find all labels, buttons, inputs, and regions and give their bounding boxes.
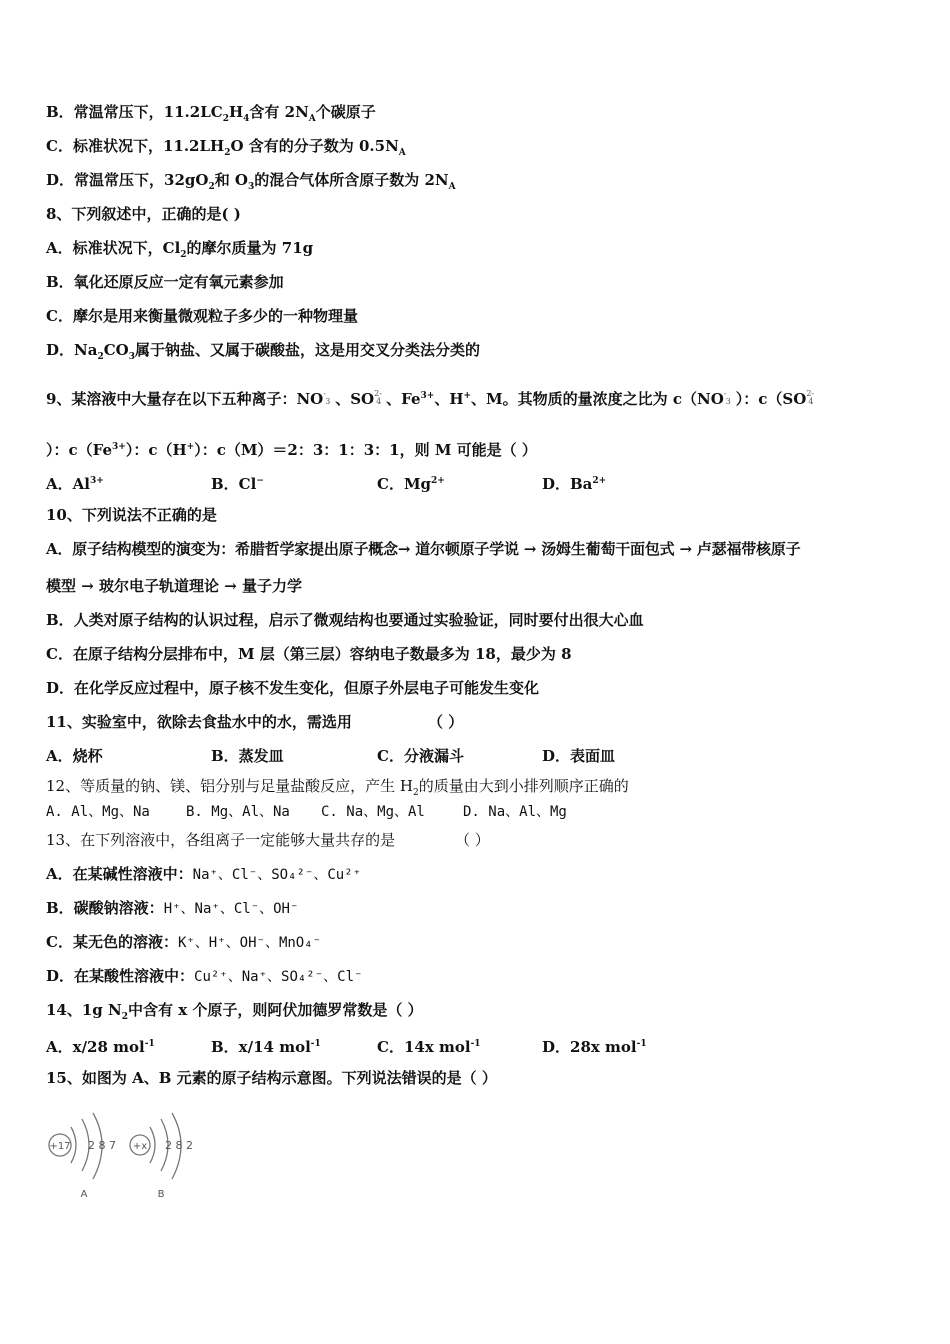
atom-b-nucleus: +x (132, 1141, 148, 1152)
atom-a-shells: 2 8 7 (88, 1139, 116, 1152)
q7-option-d: D．常温常压下，$32gO_2$和 $O_3$的混合气体所含原子数为 $2N_A$ (46, 171, 456, 192)
q13-option-d: D．在某酸性溶液中：Cu²⁺、Na⁺、SO₄²⁻、Cl⁻ (46, 967, 363, 985)
q9-option-d: D．$Ba^{2+}$ (542, 475, 607, 493)
q11-answer-paren: （ ） (428, 713, 464, 731)
q11-option-c: C．分液漏斗 (377, 747, 464, 765)
q12-option-d: D. Na、Al、Mg (463, 804, 567, 820)
q14-option-c: C．14x mol$^{-1}$ (377, 1038, 481, 1056)
q8-option-c: C．摩尔是用来衡量微观粒子多少的一种物理量 (46, 307, 358, 325)
q8-option-a: A．标准状况下，$Cl_2$的摩尔质量为 71g (46, 239, 314, 260)
q13-option-b: B．碳酸钠溶液：H⁺、Na⁺、Cl⁻、OH⁻ (46, 899, 299, 917)
q14-stem: 14、1g $N_2$中含有 x 个原子，则阿伏加德罗常数是（ ） (46, 1001, 423, 1022)
q7-option-c: C．标准状况下，$11.2LH_2O$ 含有的分子数为 $0.5N_A$ (46, 137, 406, 158)
q9-option-c: C．$Mg^{2+}$ (377, 475, 445, 493)
q12-option-b: B. Mg、Al、Na (186, 804, 290, 820)
q10-stem: 10、下列说法不正确的是 (46, 506, 217, 524)
q10-option-c: C．在原子结构分层排布中，M 层（第三层）容纳电子数最多为 18，最少为 8 (46, 645, 572, 663)
atom-a-nucleus: +17 (49, 1141, 71, 1152)
q13-stem: 13、在下列溶液中，各组离子一定能够大量共存的是 (46, 831, 396, 849)
q8-stem: 8、下列叙述中，正确的是( ) (46, 205, 241, 223)
atom-b-shells: 2 8 2 (165, 1139, 193, 1152)
q10-option-a-line1: A．原子结构模型的演变为：希腊哲学家提出原子概念→ 道尔顿原子学说 → 汤姆生葡萄干面包式 → 卢瑟福带核原子 (46, 540, 801, 558)
q12-option-c: C. Na、Mg、Al (321, 804, 425, 820)
q10-option-d: D．在化学反应过程中，原子核不发生变化，但原子外层电子可能发生变化 (46, 679, 540, 697)
q14-option-a: A．x/28 mol$^{-1}$ (46, 1038, 155, 1056)
q13-option-a: A．在某碱性溶液中：Na⁺、Cl⁻、SO₄²⁻、Cu²⁺ (46, 865, 362, 883)
atom-a-label: A (80, 1189, 88, 1200)
q12-stem: 12、等质量的钠、镁、铝分别与足量盐酸反应，产生 $H_2$的质量由大到小排列顺序正确的 (46, 777, 629, 798)
atom-b-label: B (157, 1189, 165, 1200)
q13-answer-paren: （ ） (455, 831, 490, 849)
q10-option-b: B．人类对原子结构的认识过程，启示了微观结构也要通过实验验证，同时要付出很大心血 (46, 611, 644, 629)
q11-option-b: B．蒸发皿 (211, 747, 284, 765)
q9-option-a: A．$Al^{3+}$ (46, 475, 104, 493)
q14-option-d: D．28x mol$^{-1}$ (542, 1038, 647, 1056)
q11-option-a: A．烧杯 (46, 747, 103, 765)
q15-stem: 15、如图为 A、B 元素的原子结构示意图。下列说法错误的是（ ） (46, 1069, 497, 1087)
q9-stem-line1: 9、某溶液中大量存在以下五种离子：NO - 3 、SO 2- 4 、$Fe^{3+}$、H+、M。其物质的量浓度之比为 c（NO - 3 ）：c（SO 2- 4 (46, 389, 815, 408)
q14-option-b: B．x/14 mol$^{-1}$ (211, 1038, 321, 1056)
q9-stem-line2: ）：$c(Fe^{3+})$：c（H+）：c（M）＝2：3：1：3：1，则 M 可能是（ ） (46, 441, 537, 459)
q8-option-d: D．$Na_2CO_3$属于钠盐、又属于碳酸盐，这是用交叉分类法分类的 (46, 341, 481, 362)
q8-option-b: B．氧化还原反应一定有氧元素参加 (46, 273, 284, 291)
q13-option-c: C．某无色的溶液：K⁺、H⁺、OH⁻、MnO₄⁻ (46, 933, 322, 951)
q12-option-a: A. Al、Mg、Na (46, 804, 150, 820)
q7-option-b: B．常温常压下，$11.2LC_2H_4$含有 $2N_A$个碳原子 (46, 103, 376, 124)
atomic-structure-diagram (44, 1105, 204, 1205)
q11-option-d: D．表面皿 (542, 747, 616, 765)
q9-option-b: B．Cl− (211, 475, 264, 493)
q10-option-a-line2: 模型 → 玻尔电子轨道理论 → 量子力学 (46, 577, 303, 595)
q11-stem: 11、实验室中，欲除去食盐水中的水，需选用 (46, 713, 352, 731)
